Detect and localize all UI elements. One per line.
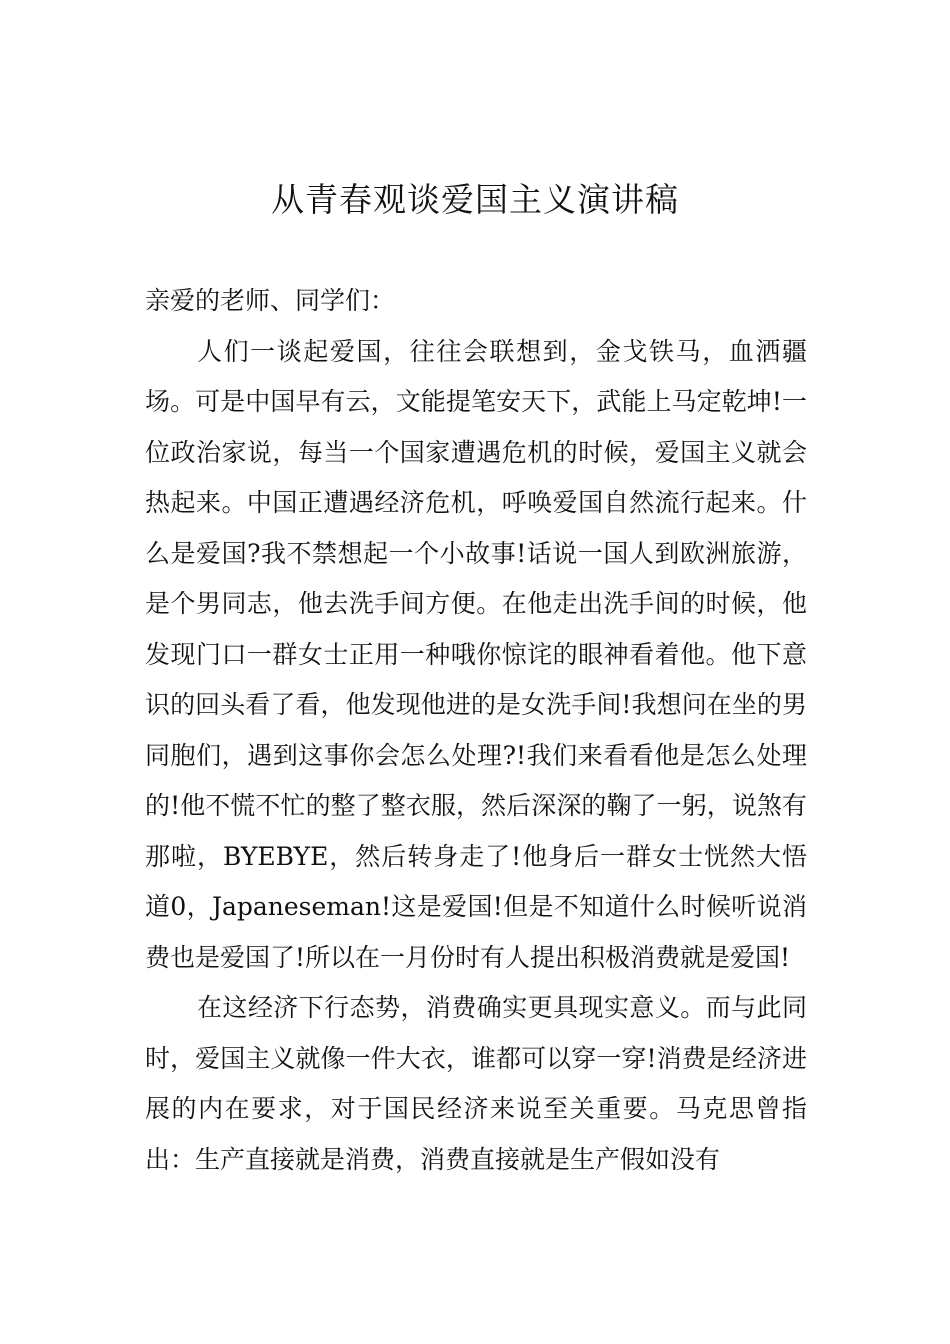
- paragraph: 人们一谈起爱国，往往会联想到，金戈铁马，血洒疆场。可是中国早有云，文能提笔安天下，武能上马定乾坤!一位政治家说，每当一个国家遭遇危机的时候，爱国主义就会热起来。中国正遭遇经济危机，呼唤爱国自然流行起来。什么是爱国?我不禁想起一个小故事!话说一国人到欧洲旅游，是个男同志，他去洗手间方便。在他走出洗手间的时候，他发现门口一群女士正用一种哦你惊诧的眼神看着他。他下意识的回头看了看，他发现他进的是女洗手间!我想问在坐的男同胞们，遇到这事你会怎么处理?!我们来看看他是怎么处理的!他不慌不忙的整了整衣服，然后深深的鞠了一躬，说煞有那啦，BYEBYE，然后转身走了!他身后一群女士恍然大悟道0，Japaneseman!这是爱国!但是不知道什么时候听说消费也是爱国了!所以在一月份时有人提出积极消费就是爱国!: [145, 336, 807, 972]
- document-title: 从青春观谈爱国主义演讲稿: [271, 180, 679, 219]
- paragraph: 在这经济下行态势，消费确实更具现实意义。而与此同时，爱国主义就像一件大衣，谁都可以穿一穿!消费是经济进展的内在要求，对于国民经济来说至关重要。马克思曾指出：生产直接就是消费，消费直接就是生产假如没有: [145, 993, 807, 1174]
- salutation: 亲爱的老师、同学们：: [145, 286, 396, 315]
- document-body: [145, 276, 807, 1185]
